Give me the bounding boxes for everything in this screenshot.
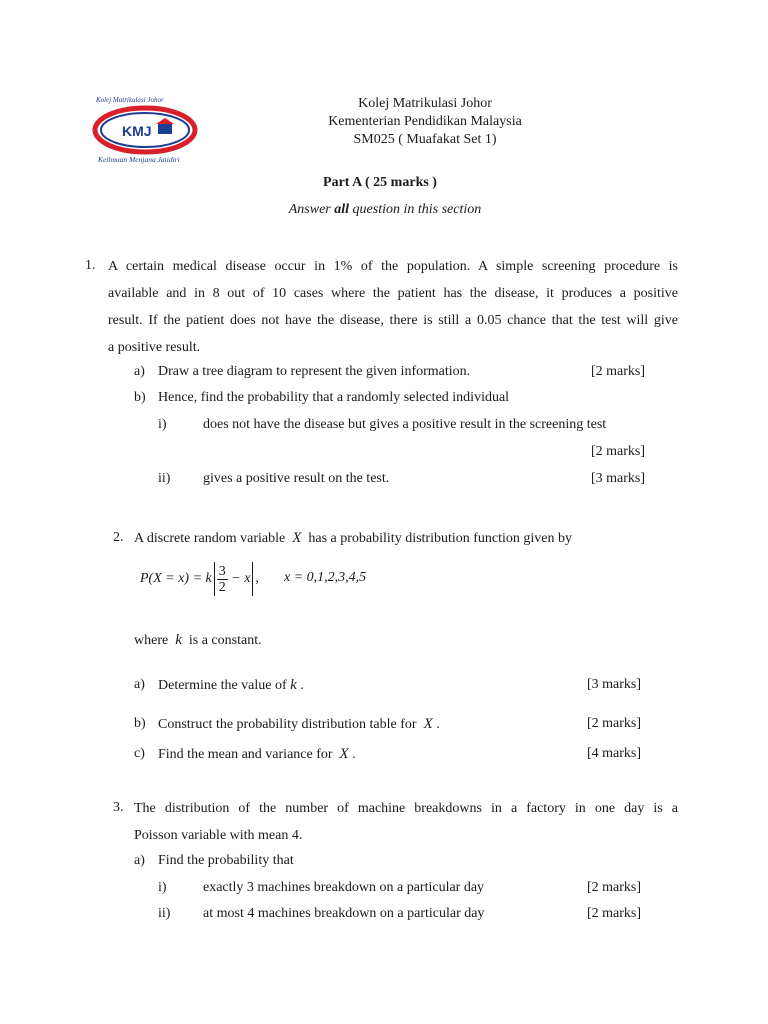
q1bii-label: ii) (158, 471, 171, 486)
q2b-text: Construct the probability distribution table for X . (158, 716, 440, 732)
header-subject: SM025 ( Muafakat Set 1) (353, 132, 497, 147)
q2b-marks: [2 marks] (587, 716, 642, 731)
logo-arc-text: Kolej Matrikulasi Johor (96, 96, 164, 104)
q1bi-label: i) (158, 417, 167, 432)
section-instruction: Answer all question in this section (288, 202, 482, 217)
q1-line-4: a positive result. (108, 340, 201, 355)
logo-motto: Keilmuan Menjana Jatidiri (98, 155, 180, 164)
q2c-text: Find the mean and variance for X . (158, 746, 356, 762)
q2c-label: c) (134, 746, 145, 761)
logo-text: KMJ (122, 123, 152, 139)
header-ministry: Kementerian Pendidikan Malaysia (328, 114, 522, 129)
q1bi-marks: [2 marks] (591, 444, 646, 459)
q2a-marks: [3 marks] (587, 677, 642, 692)
q1bii-marks: [3 marks] (591, 471, 646, 486)
q1bi-text: does not have the disease but gives a positive result in the screening test (203, 417, 607, 432)
q2c-marks: [4 marks] (587, 746, 642, 761)
q2-where: where k is a constant. (134, 632, 262, 648)
q1-line-2: available and in 8 out of 10 cases where the patient has the disease, it produces a positive (108, 286, 678, 301)
q3aii-marks: [2 marks] (587, 906, 642, 921)
q2a-label: a) (134, 677, 145, 692)
q1bii-text: gives a positive result on the test. (203, 471, 390, 486)
q2b-label: b) (134, 716, 146, 731)
q1b-label: b) (134, 390, 146, 405)
section-title: Part A ( 25 marks ) (323, 175, 437, 190)
header-college: Kolej Matrikulasi Johor (358, 96, 492, 111)
q2a-text: Determine the value of k . (158, 677, 304, 693)
q2-formula: P(X = x) = k $\frac{3}{2}$ − x , (140, 563, 259, 595)
q1-line-1: A certain medical disease occur in 1% of the population. A simple screening procedure is (108, 259, 678, 274)
q1-number: 1. (85, 258, 96, 273)
q3aii-label: ii) (158, 906, 171, 921)
q1a-marks: [2 marks] (591, 364, 646, 379)
q3a-label: a) (134, 853, 145, 868)
q3ai-text: exactly 3 machines breakdown on a particular day (203, 880, 485, 895)
q3-line-1: The distribution of the number of machine breakdowns in a factory in one day is a (134, 801, 678, 816)
q3-number: 3. (113, 800, 124, 815)
q1a-label: a) (134, 364, 145, 379)
q2-number: 2. (113, 530, 124, 545)
q2-intro: A discrete random variable X has a probability distribution function given by (134, 530, 573, 546)
q2-domain: x = 0,1,2,3,4,5 (284, 570, 367, 585)
college-logo (90, 92, 205, 172)
q1-line-3: result. If the patient does not have the disease, there is still a 0.05 chance that the test will give (108, 313, 678, 328)
variable-x: X (292, 530, 302, 546)
q3-line-2: Poisson variable with mean 4. (134, 828, 303, 843)
q3ai-marks: [2 marks] (587, 880, 642, 895)
q3aii-text: at most 4 machines breakdown on a particular day (203, 906, 485, 921)
q1b-text: Hence, find the probability that a randomly selected individual (158, 390, 510, 405)
q3a-text: Find the probability that (158, 853, 294, 868)
q3ai-label: i) (158, 880, 167, 895)
q1a-text: Draw a tree diagram to represent the given information. (158, 364, 471, 379)
